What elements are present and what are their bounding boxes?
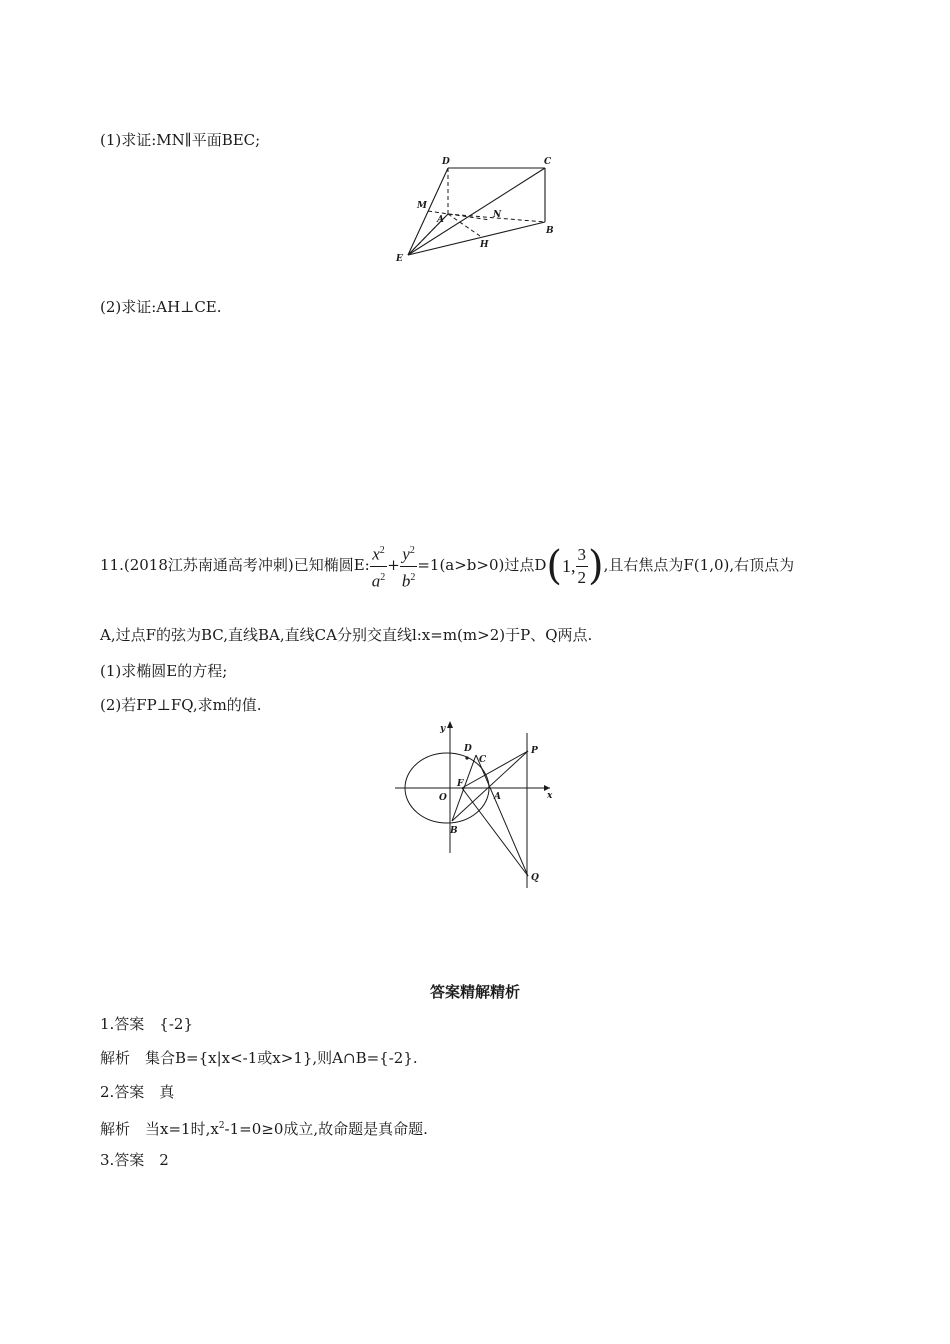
answer-1: 1.答案 {-2} <box>100 1015 194 1033</box>
label-Q: Q <box>531 873 539 883</box>
answer-1-explanation: 解析 集合B={x|x<-1或x>1},则A∩B={-2}. <box>100 1049 418 1067</box>
q11-part2: (2)若FP⊥FQ,求m的值. <box>100 696 262 714</box>
label-F: F <box>457 779 464 789</box>
label-E: E <box>396 254 403 264</box>
q11-ellipse-figure <box>390 718 565 893</box>
point-x: 1, <box>562 556 576 577</box>
label-C: C <box>479 755 487 765</box>
fraction-3-2: $\frac{3}{2}$ <box>577 544 587 587</box>
q11-suffix: ,且右焦点为F(1,0),右顶点为 <box>603 556 795 575</box>
label-O: O <box>439 793 447 803</box>
label-D: D <box>464 744 472 754</box>
fraction-y2-b2: $\frac{y^2}{b^2}$ <box>400 540 418 592</box>
label-x: x <box>547 791 553 801</box>
label-D: D <box>442 157 450 167</box>
q11-condition: =1(a>b>0)过点D <box>417 556 547 575</box>
q11-line2: A,过点F的弦为BC,直线BA,直线CA分别交直线l:x=m(m>2)于P、Q两点. <box>100 626 593 644</box>
label-A: A <box>494 792 501 802</box>
q10-geometry-figure <box>390 150 570 265</box>
q11-prefix: 11.(2018江苏南通高考冲刺)已知椭圆E: <box>100 556 370 575</box>
plus-sign: + <box>387 556 400 575</box>
label-y: y <box>440 724 446 734</box>
fraction-x2-a2: $\frac{x^2}{a^2}$ <box>370 540 388 592</box>
label-B: B <box>546 226 554 236</box>
answer-3: 3.答案 2 <box>100 1151 169 1169</box>
answer-2-explanation: 解析 当x=1时$,x^2-1=0\ge 0$成立,故命题是真命题. <box>100 1120 428 1138</box>
label-B: B <box>450 826 458 836</box>
q11-statement <box>100 540 795 591</box>
answer-2: 2.答案 真 <box>100 1083 175 1101</box>
q10-part1: (1)求证:MN∥平面BEC; <box>100 131 261 149</box>
label-H: H <box>480 240 489 250</box>
q10-part2: (2)求证:AH⊥CE. <box>100 298 222 316</box>
left-paren: ( <box>546 543 563 590</box>
label-N: N <box>493 210 502 220</box>
label-P: P <box>531 746 538 756</box>
label-A: A <box>437 215 444 225</box>
label-M: M <box>417 201 427 211</box>
answers-title: 答案精解精析 <box>429 983 520 1001</box>
label-C: C <box>544 157 552 167</box>
q11-part1: (1)求椭圆E的方程; <box>100 662 228 680</box>
right-paren: ) <box>588 543 604 590</box>
